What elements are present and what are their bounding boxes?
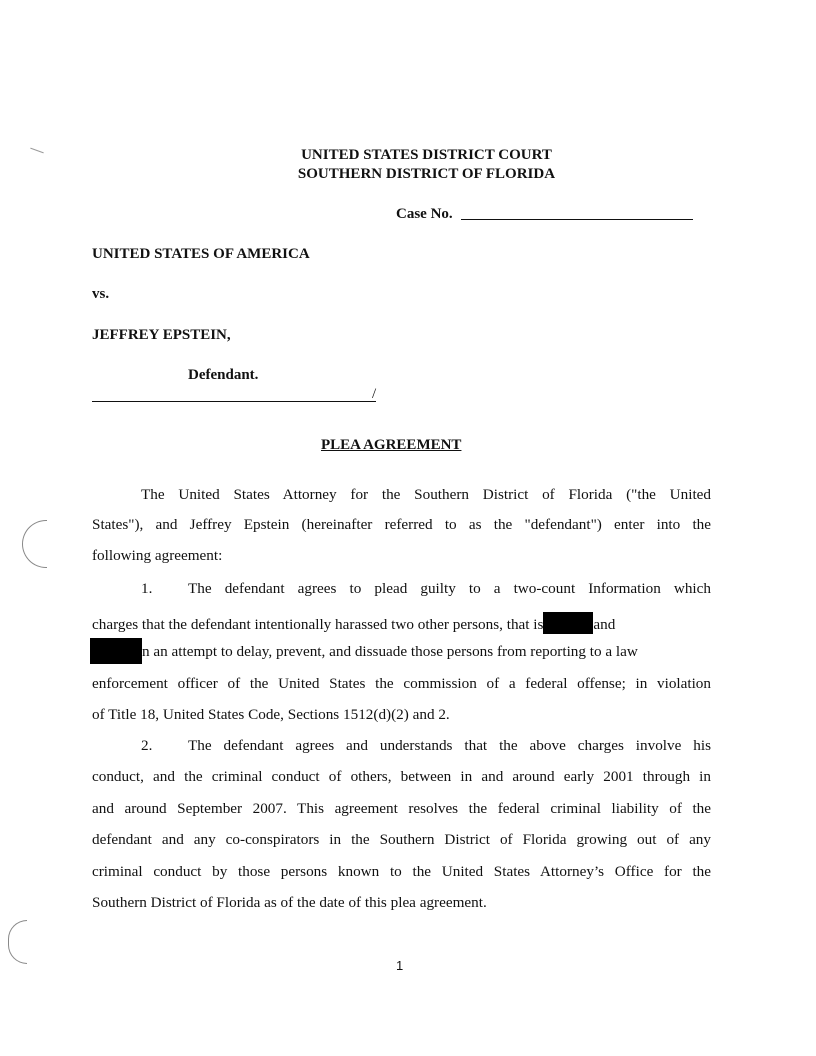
intro-line-2: States"), and Jeffrey Epstein (hereinafter referred to as the "defendant") enter into the bbox=[92, 516, 711, 533]
page-number: 1 bbox=[396, 958, 404, 973]
redaction-box bbox=[90, 638, 142, 664]
case-no-blank-line bbox=[461, 219, 693, 220]
p1-line-2 bbox=[92, 612, 615, 634]
intro-line-3: following agreement: bbox=[92, 547, 223, 564]
p2-line-1: The defendant agrees and understands that the above charges involve his bbox=[188, 737, 711, 754]
caption-slash: / bbox=[372, 386, 377, 402]
p1-line-3: n an attempt to delay, prevent, and dissuade those persons from reporting to a law bbox=[142, 643, 638, 660]
p1-line-1: The defendant agrees to plead guilty to a two-count Information which bbox=[188, 580, 711, 597]
p2-number: 2. bbox=[141, 737, 153, 754]
p1-line-2-tail: and bbox=[593, 616, 616, 633]
versus-label: vs. bbox=[92, 286, 110, 302]
defendant-label: Defendant. bbox=[188, 367, 259, 383]
p2-line-4: defendant and any co-conspirators in the Southern District of Florida growing out of any bbox=[92, 831, 711, 848]
scan-artifact-mark bbox=[8, 920, 27, 964]
p1-number: 1. bbox=[141, 580, 153, 597]
caption-rule bbox=[92, 401, 376, 402]
p1-line-4: enforcement officer of the United States the commission of a federal offense; in violation bbox=[92, 675, 711, 692]
p2-line-2: conduct, and the criminal conduct of others, between in and around early 2001 through in bbox=[92, 768, 711, 785]
document-title: PLEA AGREEMENT bbox=[321, 437, 462, 453]
scan-artifact-mark bbox=[22, 520, 47, 568]
court-district: SOUTHERN DISTRICT OF FLORIDA bbox=[297, 166, 556, 182]
p1-line-2-text: charges that the defendant intentionally harassed two other persons, that is bbox=[92, 616, 544, 633]
p2-line-3: and around September 2007. This agreement resolves the federal criminal liability of the bbox=[92, 800, 711, 817]
defendant-name: JEFFREY EPSTEIN, bbox=[92, 327, 231, 343]
case-no-label: Case No. bbox=[396, 206, 453, 222]
court-name: UNITED STATES DISTRICT COURT bbox=[301, 147, 552, 163]
p1-line-5: of Title 18, United States Code, Sections 1512(d)(2) and 2. bbox=[92, 706, 450, 723]
intro-line-1: The United States Attorney for the Southern District of Florida ("the United bbox=[141, 486, 711, 503]
plaintiff-name: UNITED STATES OF AMERICA bbox=[92, 246, 310, 262]
p2-line-5: criminal conduct by those persons known to the United States Attorney’s Office for the bbox=[92, 863, 711, 880]
p2-line-6: Southern District of Florida as of the date of this plea agreement. bbox=[92, 894, 487, 911]
redaction-box bbox=[543, 612, 593, 634]
